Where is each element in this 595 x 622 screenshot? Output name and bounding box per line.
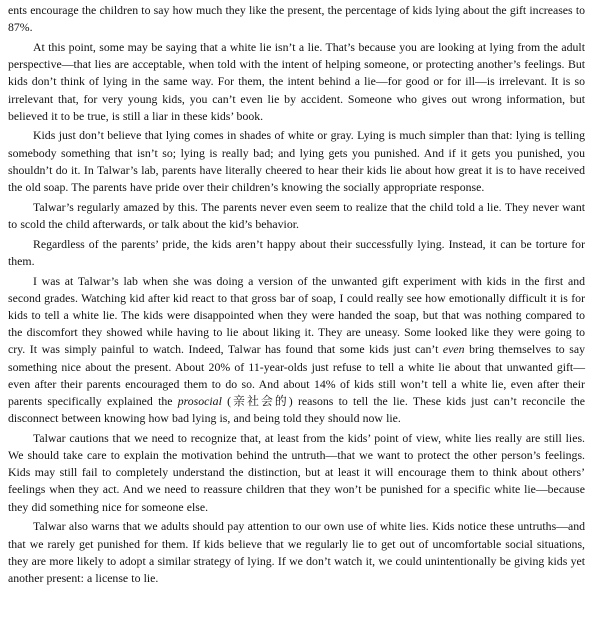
paragraph-8-text: Talwar also warns that we adults should pay attention to our own use of white lies. Kids notice these untruths—and that we rarely get punished for them. If kids believe that we regularly lie to get out of uncomfortable social situations, they are more likely to adopt a similar strategy of lying. If we don’t watch it, we could unintentionally be giving kids yet another present: a license to lie. bbox=[8, 519, 585, 585]
paragraph-7 bbox=[8, 430, 585, 516]
paragraph-1 bbox=[8, 2, 585, 36]
paragraph-1-text: ents encourage the children to say how much they like the present, the percentage of kids lying about the gift increases to 87%. bbox=[8, 3, 585, 35]
paragraph-5-text: Regardless of the parents’ pride, the kids aren’t happy about their successfully lying. Instead, it can be torture for them. bbox=[8, 236, 585, 268]
paragraph-6-text-2: bring themselves to say something nice about the present. About 20% of 11-year-olds just refuse to tell a white lie about that unwanted gift—even after their parents encouraged them to do so. And about 14% of kids still won’t tell a white lie, even after their parents specifically explained the bbox=[8, 342, 585, 408]
paragraph-2-text: At this point, some may be saying that a white lie isn’t a lie. That’s because you are looking at lying from the adult perspective—that lies are acceptable, when told with the intent of helping someone, or protecting another’s feelings. But kids don’t think of lying in the same way. For them, the intent behind a lie—for good or for ill—is irrelevant. It is so irrelevant that, for very young kids, you can’t even lie by accident. Someone who gives out wrong information, but believed it to be true, is still a liar in these kids’ book. bbox=[8, 39, 585, 123]
paragraph-7-text: Talwar cautions that we need to recognize that, at least from the kids’ point of view, white lies really are still lies. We should take care to explain the motivation behind the untruth—that we want to protect the other person’s feelings. Kids may still fail to completely understand the distinction, but at least it will encourage them to think about others’ feelings when they act. And we need to reassure children that they won’t be punished for a specific white lie—because they did something nice for someone else. bbox=[8, 430, 585, 514]
emphasis-prosocial: prosocial bbox=[177, 393, 222, 408]
paragraph-6 bbox=[8, 273, 585, 428]
paragraph-4 bbox=[8, 199, 585, 233]
paragraph-8 bbox=[8, 518, 585, 587]
paragraph-5 bbox=[8, 236, 585, 270]
paragraph-2 bbox=[8, 39, 585, 125]
emphasis-even: even bbox=[442, 342, 465, 357]
paragraph-4-text: Talwar’s regularly amazed by this. The parents never even seem to realize that the child told a lie. They never want to scold the child afterwards, or talk about the kid’s behavior. bbox=[8, 199, 585, 231]
paragraph-6-text-3: (亲社会的) reasons to tell the lie. These kids just can’t reconcile the disconnect between knowing how bad lying is, and being told they should now lie. bbox=[8, 393, 585, 426]
paragraph-3-text: Kids just don’t believe that lying comes in shades of white or gray. Lying is much simpler than that: lying is telling somebody something that isn’t so; lying is really bad; and lying gets you punished. And if it gets you punished, you shouldn’t do it. In Talwar’s lab, parents have literally cheered to hear their kids lie about how great it is to have received the old soap. The parents have pride over their children’s knowing the socially appropriate response. bbox=[8, 128, 585, 195]
paragraph-6-text: I was at Talwar’s lab when she was doing a version of the unwanted gift experiment with kids in the first and second grades. Watching kid after kid react to that gross bar of soap, I could really see how emotionally difficult it is for kids to tell a white lie. The kids were disappointed when they were handed the soap, but that was nothing compared to the discomfort they showed while having to lie about liking it. They are uneasy. Some looked like they were going to cry. It was simply painful to watch. Indeed, Talwar has found that some kids just can’t bbox=[8, 273, 585, 357]
paragraph-3 bbox=[8, 127, 585, 196]
